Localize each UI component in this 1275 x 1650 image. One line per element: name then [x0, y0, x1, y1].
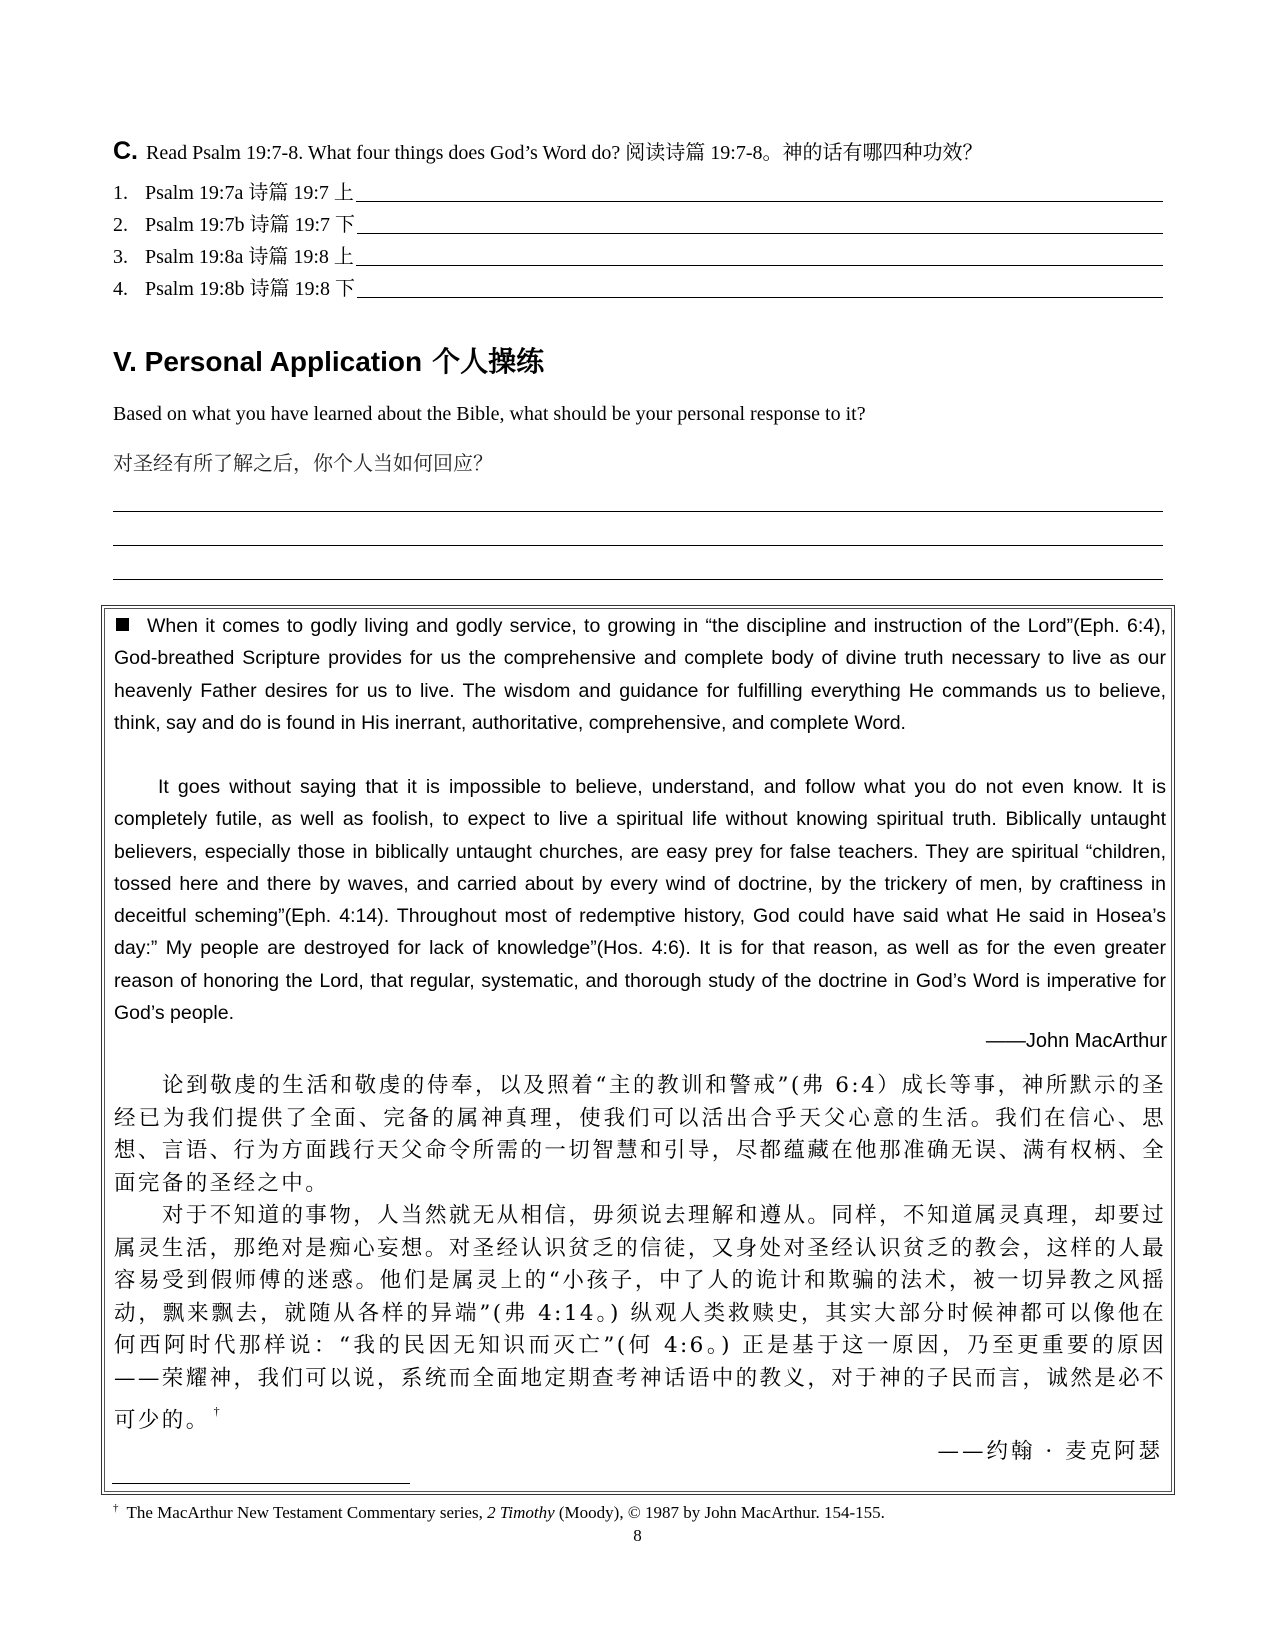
heading-cn: 个人操练: [432, 345, 545, 378]
answer-blank[interactable]: [357, 232, 1163, 234]
item-label: Psalm 19:8a 诗篇 19:8 上: [145, 246, 354, 268]
english-signature: ——John MacArthur: [985, 1030, 1167, 1052]
item-label: Psalm 19:8b 诗篇 19:8 下: [145, 278, 356, 300]
paragraph-text: When it comes to godly living and godly service, to growing in “the discipline and instruction of the Lord”(Eph. 6:4), God-breathed Scripture provides for us the comprehensive and complete body of divine truth necessary to live as our heavenly Father desires for us to live. The wisdom and guidance for fulfilling everything He commands us to believe, think, say and do is found in His inerrant, authoritative, comprehensive, and complete Word.: [114, 615, 1166, 734]
answer-item: [113, 273, 1163, 301]
answer-item: [113, 241, 1163, 269]
quote-chinese-paragraph-1: 论到敬虔的生活和敬虔的侍奉，以及照着“主的教训和警戒”(弗 6:4）成长等事，神所默示的圣经已为我们提供了全面、完备的属神真理，使我们可以活出合乎天父心意的生活。我们在信心、思想、言语、行为方面践行天父命令所需的一切智慧和引导，尽都蕴藏在他那准确无误、满有权柄、全面完备的圣经之中。: [114, 1073, 1166, 1196]
square-bullet-icon: [116, 618, 129, 631]
response-line[interactable]: [113, 511, 1163, 512]
page-number: 8: [633, 1526, 642, 1545]
prompt-chinese: 对圣经有所了解之后，你个人当如何回应？: [113, 451, 493, 475]
quote-english-paragraph-1: [114, 610, 1166, 739]
item-number: 2.: [113, 214, 128, 236]
answer-blank[interactable]: [356, 264, 1163, 266]
chinese-signature: ——约翰 · 麦克阿瑟: [937, 1439, 1163, 1464]
response-line[interactable]: [113, 579, 1163, 580]
footnote-text-after: (Moody), © 1987 by John MacArthur. 154-155.: [558, 1503, 885, 1522]
question-text: Read Psalm 19:7-8. What four things does God’s Word do? 阅读诗篇 19:7-8。神的话有哪四种功效？: [146, 142, 983, 164]
answer-blank[interactable]: [357, 296, 1163, 298]
answer-item: [113, 209, 1163, 237]
item-label: Psalm 19:7a 诗篇 19:7 上: [145, 182, 354, 204]
item-number: 1.: [113, 182, 128, 204]
footnote-reference[interactable]: †: [213, 1404, 223, 1418]
section-heading: [113, 340, 544, 380]
footnote-book-title: 2 Timothy: [487, 1503, 555, 1522]
footnote-mark: †: [113, 1502, 119, 1514]
item-label: Psalm 19:7b 诗篇 19:7 下: [145, 214, 356, 236]
footnote-separator: [112, 1483, 410, 1484]
paragraph-text: 对于不知道的事物，人当然就无从相信，毋须说去理解和遵从。同样，不知道属灵真理，却要过属灵生活，那绝对是痴心妄想。对圣经认识贫乏的信徒，又身处对圣经认识贫乏的教会，这样的人最容易受到假师傅的迷惑。他们是属灵上的“小孩子，中了人的诡计和欺骗的法术，被一切异教之风摇动，飘来飘去，就随从各样的异端”(弗 4:14。) 纵观人类救赎史，其实大部分时候神都可以像他在何西阿时代那样说：“我的民因无知识而灭亡”(何 4:6。) 正是基于这一原因，乃至更重要的原因——荣耀神，我们可以说，系统而全面地定期查考神话语中的教义，对于神的子民而言，诚然是必不可少的。: [114, 1203, 1166, 1433]
item-number: 4.: [113, 278, 128, 300]
heading-en: V. Personal Application: [113, 346, 423, 377]
prompt-english: Based on what you have learned about the Bible, what should be your personal response to it?: [113, 403, 866, 425]
item-number: 3.: [113, 246, 128, 268]
quote-english-paragraph-2: It goes without saying that it is impossible to believe, understand, and follow what you do not even know. It is completely futile, as well as foolish, to expect to live a spiritual life without knowing spiritual truth. Biblically untaught believers, especially those in biblically untaught churches, are easy prey for false teachers. They are spiritual “children, tossed here and there by waves, and carried about by every wind of doctrine, by the trickery of men, by craftiness in deceitful scheming”(Eph. 4:14). Throughout most of redemptive history, God could have said what He said in Hosea’s day:” My people are destroyed for lack of knowledge”(Hos. 4:6). It is for that reason, as well as for the even greater reason of honoring the Lord, that regular, systematic, and thorough study of the doctrine in God’s Word is imperative for God’s people.: [114, 776, 1166, 1025]
section-letter: C.: [113, 137, 138, 165]
section-c-question: [113, 136, 1163, 166]
footnote-text-before: The MacArthur New Testament Commentary series,: [126, 1503, 483, 1522]
footnote: [113, 1502, 885, 1523]
answer-item: [113, 177, 1163, 205]
answer-blank[interactable]: [356, 200, 1163, 202]
quote-chinese-paragraph-2: [114, 1200, 1166, 1438]
response-line[interactable]: [113, 545, 1163, 546]
